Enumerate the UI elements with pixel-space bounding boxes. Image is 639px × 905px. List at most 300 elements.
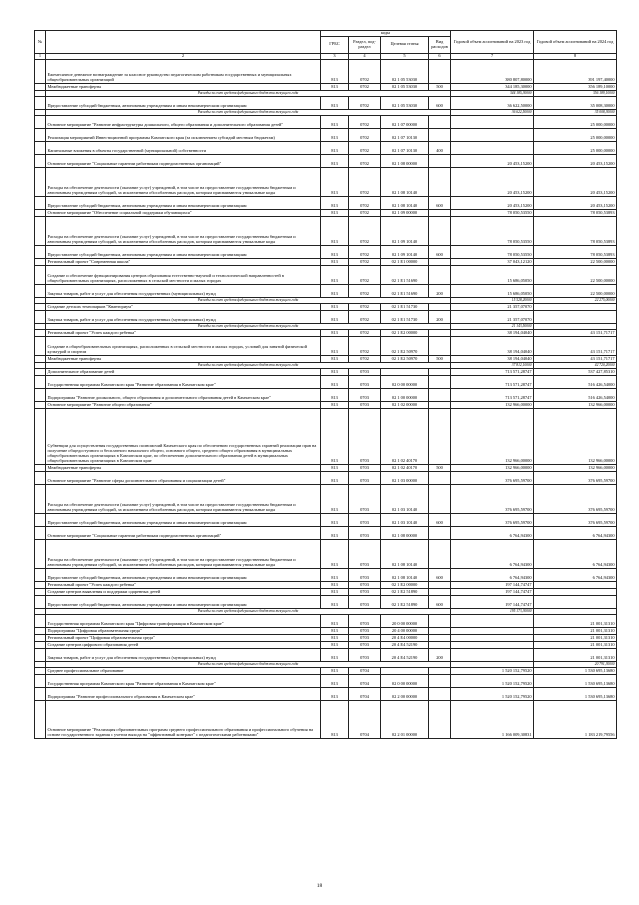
vid-code: 500 xyxy=(429,83,451,90)
amount-2024: 21 001,31310 xyxy=(534,614,617,627)
amount-2024: 25 000,00000 xyxy=(534,128,617,141)
vid-code xyxy=(429,368,451,375)
target-code: 02 1 E1 51730 xyxy=(381,310,429,323)
num-cell xyxy=(35,115,46,128)
vid-code xyxy=(429,614,451,627)
target-code: 02 1 E1 51690 xyxy=(381,284,429,297)
amount-2023: 380 807,80000 xyxy=(451,59,534,83)
grbs-code: 813 xyxy=(321,614,349,627)
item-name: Предоставление субсидий бюджетным, автономным учреждениям и иным некоммерческим организациям xyxy=(46,245,321,258)
grbs-code: 813 xyxy=(321,258,349,265)
razdel-code: 0702 xyxy=(349,96,381,109)
table-row xyxy=(35,401,617,408)
razdel-code: 0702 xyxy=(349,128,381,141)
amount-2023: 376 695,59700 xyxy=(451,513,534,526)
num-cell xyxy=(35,368,46,375)
num-cell xyxy=(35,627,46,634)
item-name: Предоставление субсидий бюджетным, автономным учреждениям и иным некоммерческим организациям xyxy=(46,595,321,608)
target-code: 02 1 09 00000 xyxy=(381,209,429,216)
num-cell xyxy=(35,96,46,109)
target-code: 02 0 00 00000 xyxy=(381,375,429,388)
amount-2024: 376 695,59700 xyxy=(534,471,617,484)
subtotal-2023: 37 812,10000 xyxy=(451,362,534,368)
razdel-code: 0702 xyxy=(349,209,381,216)
razdel-code: 0702 xyxy=(349,216,381,245)
amount-2024: 1 183 219,79556 xyxy=(534,700,617,738)
vid-code xyxy=(429,115,451,128)
num-cell xyxy=(35,265,46,284)
table-row xyxy=(35,96,617,109)
target-code: 02 1 09 10140 xyxy=(381,245,429,258)
amount-2024: 78 050,53893 xyxy=(534,209,617,216)
vid-code xyxy=(429,154,451,167)
item-name: Закупка товаров, работ и услуг для обеспечения государственных (муниципальных) нужд xyxy=(46,648,321,661)
target-code xyxy=(381,667,429,674)
razdel-code: 0702 xyxy=(349,329,381,336)
item-name: Субвенции для осуществления государственных полномочий Камчатского края по обеспечению государственных гарантий реализации прав на получение общедоступного и бесплатного начального общего, основного общего, среднего общего образования в муниципальных общеобразовательных организациях в Камчатском крае, по обеспечению дополнительного образования детей в муниципальных общеобразовательных организациях в Камчатском крае xyxy=(46,408,321,464)
item-name: Региональный проект "Успех каждого ребенка" xyxy=(46,581,321,588)
table-row xyxy=(35,388,617,401)
vid-code xyxy=(429,265,451,284)
table-row xyxy=(35,674,617,687)
header-name xyxy=(46,31,321,54)
table-row xyxy=(35,265,617,284)
target-code: 02 1 E2 50970 xyxy=(381,336,429,355)
target-code: 02 1 E2 50970 xyxy=(381,355,429,362)
item-name: Создание в общеобразовательных организациях, расположенных в сельской местности и малых городах, условий для занятий физической культурой и спортом xyxy=(46,336,321,355)
vid-code xyxy=(429,303,451,310)
razdel-code: 0703 xyxy=(349,401,381,408)
target-code: 20 4 E4 00000 xyxy=(381,634,429,641)
subtotal-2024: 42 720,20000 xyxy=(534,362,617,368)
amount-2023: 21 357,07070 xyxy=(451,303,534,310)
target-code: 02 1 09 10140 xyxy=(381,216,429,245)
vid-code xyxy=(429,634,451,641)
item-name: Подпрограмма "Развитие профессионального образования в Камчатском крае" xyxy=(46,687,321,700)
item-name: Создание и обеспечение функционирования центров образования естественно-научной и технологической направленностей в общеобразовательных организациях, расположенных в сельской местности и малых городах xyxy=(46,265,321,284)
grbs-code: 813 xyxy=(321,59,349,83)
num-cell xyxy=(35,641,46,648)
item-name: Основное мероприятие "Социальные гарантии работникам подведомственных организаций" xyxy=(46,526,321,539)
amount-2024: 78 050,53893 xyxy=(534,245,617,258)
razdel-code: 0702 xyxy=(349,265,381,284)
amount-2023 xyxy=(451,641,534,648)
grbs-code: 813 xyxy=(321,284,349,297)
amount-2024: 6 764,94300 xyxy=(534,526,617,539)
table-row xyxy=(35,595,617,608)
item-name: Дополнительное образование детей xyxy=(46,368,321,375)
table-row xyxy=(35,154,617,167)
num-cell xyxy=(35,687,46,700)
num-cell xyxy=(35,167,46,196)
amount-2024 xyxy=(534,303,617,310)
item-name: Закупка товаров, работ и услуг для обеспечения государственных (муниципальных) нужд xyxy=(46,310,321,323)
table-row xyxy=(35,667,617,674)
razdel-code: 0702 xyxy=(349,336,381,355)
razdel-code: 0704 xyxy=(349,667,381,674)
amount-2024: 376 695,59700 xyxy=(534,513,617,526)
target-code: 02 1 08 10140 xyxy=(381,568,429,581)
grbs-code: 813 xyxy=(321,471,349,484)
item-name: Основное мероприятие "Развитие сферы дополнительного образования и социализации детей" xyxy=(46,471,321,484)
grbs-code: 813 xyxy=(321,484,349,513)
amount-2023: 132 966,00000 xyxy=(451,401,534,408)
grbs-code: 813 xyxy=(321,355,349,362)
table-row xyxy=(35,484,617,513)
item-name: Закупка товаров, работ и услуг для обеспечения государственных (муниципальных) нужд xyxy=(46,284,321,297)
grbs-code: 813 xyxy=(321,245,349,258)
grbs-code: 813 xyxy=(321,464,349,471)
amount-2024: 1 530 695,13680 xyxy=(534,674,617,687)
item-name: Региональный проект "Успех каждого ребенка" xyxy=(46,329,321,336)
grbs-code: 813 xyxy=(321,167,349,196)
amount-2024: 1 530 695,13680 xyxy=(534,667,617,674)
table-row xyxy=(35,284,617,297)
vid-code xyxy=(429,471,451,484)
item-name: Региональный проект "Современная школа" xyxy=(46,258,321,265)
num-cell xyxy=(35,388,46,401)
item-name: Межбюджетные трансферты xyxy=(46,355,321,362)
grbs-code: 813 xyxy=(321,667,349,674)
razdel-code: 0703 xyxy=(349,484,381,513)
grbs-code: 813 xyxy=(321,581,349,588)
amount-2023: 1 520 152,79520 xyxy=(451,687,534,700)
num-cell xyxy=(35,141,46,154)
razdel-code: 0702 xyxy=(349,303,381,310)
grbs-code: 813 xyxy=(321,401,349,408)
razdel-code: 0702 xyxy=(349,355,381,362)
amount-2023 xyxy=(451,141,534,154)
amount-2023: 1 520 152,79520 xyxy=(451,674,534,687)
target-code: 02 1 E1 51690 xyxy=(381,265,429,284)
razdel-code: 0703 xyxy=(349,581,381,588)
vid-code xyxy=(429,329,451,336)
amount-2023: 6 764,94300 xyxy=(451,526,534,539)
item-name: Основное мероприятие "Развитие инфраструктуры дошкольного, общего образования и дополнительного образования детей" xyxy=(46,115,321,128)
num-cell xyxy=(35,588,46,595)
subtotal-2023: 36 622,50000 xyxy=(451,109,534,115)
header-num: № xyxy=(35,31,46,54)
header-vid: Вид расходов xyxy=(429,36,451,53)
item-name: Межбюджетные трансферты xyxy=(46,83,321,90)
table-row xyxy=(35,303,617,310)
vid-code xyxy=(429,408,451,464)
grbs-code: 813 xyxy=(321,513,349,526)
target-code: 02 1 E1 00000 xyxy=(381,258,429,265)
grbs-code: 813 xyxy=(321,595,349,608)
item-name: Предоставление субсидий бюджетным, автономным учреждениям и иным некоммерческим организациям xyxy=(46,513,321,526)
razdel-code: 0703 xyxy=(349,368,381,375)
target-code: 02 1 E2 51890 xyxy=(381,595,429,608)
amount-2024: 43 151,71717 xyxy=(534,355,617,362)
target-code: 02 1 07 10130 xyxy=(381,141,429,154)
amount-2024 xyxy=(534,595,617,608)
colnum-1: 1 xyxy=(35,53,46,59)
item-name: Среднее профессиональное образование xyxy=(46,667,321,674)
razdel-code: 0703 xyxy=(349,375,381,388)
vid-code: 600 xyxy=(429,96,451,109)
razdel-code: 0703 xyxy=(349,627,381,634)
razdel-code: 0702 xyxy=(349,167,381,196)
vid-code xyxy=(429,539,451,568)
razdel-code: 0703 xyxy=(349,388,381,401)
item-name: Межбюджетные трансферты xyxy=(46,464,321,471)
amount-2024: 21 001,31310 xyxy=(534,648,617,661)
vid-code xyxy=(429,167,451,196)
num-cell xyxy=(35,355,46,362)
num-cell xyxy=(35,196,46,209)
razdel-code: 0703 xyxy=(349,595,381,608)
razdel-code: 0702 xyxy=(349,59,381,83)
subtotal-2024: 356 189,10000 xyxy=(534,90,617,96)
grbs-code: 813 xyxy=(321,154,349,167)
grbs-code: 813 xyxy=(321,141,349,154)
amount-2024: 20 453,15200 xyxy=(534,154,617,167)
grbs-code: 813 xyxy=(321,128,349,141)
amount-2023 xyxy=(451,627,534,634)
razdel-code: 0702 xyxy=(349,83,381,90)
amount-2024: 78 050,53893 xyxy=(534,216,617,245)
razdel-code: 0703 xyxy=(349,464,381,471)
target-code: 02 1 02 00000 xyxy=(381,401,429,408)
num-cell xyxy=(35,674,46,687)
num-cell xyxy=(35,648,46,661)
grbs-code: 813 xyxy=(321,209,349,216)
grbs-code: 813 xyxy=(321,627,349,634)
amount-2023: 197 144,74747 xyxy=(451,581,534,588)
num-cell xyxy=(35,59,46,83)
grbs-code: 813 xyxy=(321,687,349,700)
amount-2023: 6 764,94300 xyxy=(451,568,534,581)
vid-code xyxy=(429,700,451,738)
grbs-code: 813 xyxy=(321,674,349,687)
grbs-code: 813 xyxy=(321,375,349,388)
vid-code xyxy=(429,627,451,634)
amount-2023: 20 453,15200 xyxy=(451,154,534,167)
table-row xyxy=(35,209,617,216)
item-name: Создание центров цифрового образования детей xyxy=(46,641,321,648)
vid-code: 600 xyxy=(429,513,451,526)
target-code: 02 1 05 53030 xyxy=(381,96,429,109)
vid-code xyxy=(429,209,451,216)
vid-code: 600 xyxy=(429,568,451,581)
num-cell xyxy=(35,513,46,526)
target-code: 02 1 02 40170 xyxy=(381,408,429,464)
num-cell xyxy=(35,614,46,627)
num-cell xyxy=(35,284,46,297)
table-row xyxy=(35,641,617,648)
table-row xyxy=(35,115,617,128)
grbs-code: 813 xyxy=(321,329,349,336)
table-row xyxy=(35,355,617,362)
amount-2024: 132 966,00000 xyxy=(534,464,617,471)
target-code: 02 1 08 10140 xyxy=(381,167,429,196)
target-code: 20 0 00 00000 xyxy=(381,614,429,627)
table-row xyxy=(35,408,617,464)
razdel-code: 0702 xyxy=(349,196,381,209)
vid-code xyxy=(429,588,451,595)
amount-2024: 6 764,94300 xyxy=(534,539,617,568)
num-cell xyxy=(35,336,46,355)
table-row xyxy=(35,336,617,355)
table-row xyxy=(35,568,617,581)
target-code: 02 1 08 10140 xyxy=(381,539,429,568)
razdel-code: 0704 xyxy=(349,687,381,700)
target-code: 02 1 E2 51890 xyxy=(381,588,429,595)
amount-2023: 38 194,04040 xyxy=(451,329,534,336)
vid-code xyxy=(429,59,451,83)
target-code: 02 1 07 00000 xyxy=(381,115,429,128)
razdel-code: 0703 xyxy=(349,526,381,539)
item-name: Создание центров выявления и поддержки одаренных детей xyxy=(46,588,321,595)
razdel-code: 0703 xyxy=(349,471,381,484)
amount-2024: 1 530 695,13680 xyxy=(534,687,617,700)
vid-code xyxy=(429,581,451,588)
amount-2023: 6 764,94300 xyxy=(451,539,534,568)
vid-code: 500 xyxy=(429,355,451,362)
page-number: 18 xyxy=(316,883,323,889)
amount-2024: 391 197,40000 xyxy=(534,59,617,83)
item-name: Основное мероприятие "Реализация образовательных программ среднего профессионального образования и профессионального обучения на основе государственного задания с учетом выхода на "эффективный контракт" с педагогическими работниками" xyxy=(46,700,321,738)
num-cell xyxy=(35,310,46,323)
colnum-4: 4 xyxy=(349,53,381,59)
amount-2023: 132 966,00000 xyxy=(451,408,534,464)
amount-2024: 43 151,71717 xyxy=(534,336,617,355)
item-name: Расходы на обеспечение деятельности (оказание услуг) учреждений, в том числе на предоставление государственным бюджетным и автономным учреждениям субсидий, за исключением обособленных расходов, которым присваиваются уникальные коды xyxy=(46,484,321,513)
grbs-code: 813 xyxy=(321,568,349,581)
subtotal-2023: 344 185,30000 xyxy=(451,90,534,96)
razdel-code: 0703 xyxy=(349,513,381,526)
amount-2023: 38 194,04040 xyxy=(451,336,534,355)
razdel-code: 0703 xyxy=(349,539,381,568)
subtotal-label: Расходы за счет средств федерального бюджета текущего года xyxy=(46,661,451,667)
num-cell xyxy=(35,216,46,245)
amount-2024: 21 001,31310 xyxy=(534,627,617,634)
razdel-code: 0702 xyxy=(349,245,381,258)
vid-code: 400 xyxy=(429,141,451,154)
target-code: 02 1 03 10140 xyxy=(381,484,429,513)
amount-2024: 356 189,10000 xyxy=(534,83,617,90)
num-cell xyxy=(35,401,46,408)
num-cell xyxy=(35,154,46,167)
amount-2023: 78 050,53550 xyxy=(451,245,534,258)
vid-code xyxy=(429,667,451,674)
razdel-code: 0703 xyxy=(349,634,381,641)
table-row xyxy=(35,375,617,388)
table-body xyxy=(35,31,617,739)
subtotal-label: Расходы за счет средств федерального бюджета текущего года xyxy=(46,362,451,368)
grbs-code: 813 xyxy=(321,388,349,401)
grbs-code: 813 xyxy=(321,83,349,90)
num-cell xyxy=(35,568,46,581)
table-row xyxy=(35,141,617,154)
item-name: Подпрограмма "Развитие дошкольного, общего образования и дополнительного образования детей в Камчатском крае" xyxy=(46,388,321,401)
grbs-code: 813 xyxy=(321,216,349,245)
item-name: Основное мероприятие "Развитие общего образования" xyxy=(46,401,321,408)
vid-code xyxy=(429,258,451,265)
amount-2024: 132 966,00000 xyxy=(534,401,617,408)
vid-code xyxy=(429,484,451,513)
razdel-code: 0703 xyxy=(349,648,381,661)
num-cell xyxy=(35,581,46,588)
grbs-code: 813 xyxy=(321,115,349,128)
razdel-code: 0703 xyxy=(349,588,381,595)
grbs-code: 813 xyxy=(321,539,349,568)
amount-2023: 376 695,59700 xyxy=(451,471,534,484)
target-code: 02 1 E2 00000 xyxy=(381,581,429,588)
vid-code xyxy=(429,336,451,355)
target-code: 02 1 02 40170 xyxy=(381,464,429,471)
vid-code: 600 xyxy=(429,196,451,209)
num-cell xyxy=(35,634,46,641)
num-cell xyxy=(35,245,46,258)
amount-2023: 78 050,53550 xyxy=(451,216,534,245)
vid-code xyxy=(429,388,451,401)
amount-2024: 132 966,00000 xyxy=(534,408,617,464)
amount-2023: 78 050,53550 xyxy=(451,209,534,216)
table-row xyxy=(35,245,617,258)
amount-2023: 197 144,74747 xyxy=(451,595,534,608)
razdel-code: 0702 xyxy=(349,284,381,297)
table-row xyxy=(35,634,617,641)
table-row xyxy=(35,687,617,700)
item-name: Предоставление субсидий бюджетным, автономным учреждениям и иным некоммерческим организациям xyxy=(46,568,321,581)
amount-2024 xyxy=(534,581,617,588)
item-name: Государственная программа Камчатского края "Развитие образования в Камчатском крае" xyxy=(46,674,321,687)
grbs-code: 813 xyxy=(321,588,349,595)
vid-code xyxy=(429,526,451,539)
colnum-7: 7 xyxy=(451,53,534,59)
amount-2023: 1 166 009,30831 xyxy=(451,700,534,738)
amount-2023: 376 695,59700 xyxy=(451,484,534,513)
subtotal-label: Расходы за счет средств федерального бюджета текущего года xyxy=(46,608,451,614)
razdel-code: 0702 xyxy=(349,154,381,167)
amount-2023: 20 453,15200 xyxy=(451,167,534,196)
header-year-2023: Годовой объем ассигнований на 2023 год xyxy=(451,31,534,54)
header-codes-group: коды xyxy=(321,31,451,37)
amount-2023: 713 571,28747 xyxy=(451,375,534,388)
amount-2023 xyxy=(451,648,534,661)
num-cell xyxy=(35,408,46,464)
amount-2023: 344 185,30000 xyxy=(451,83,534,90)
table-row xyxy=(35,59,617,83)
razdel-code: 0702 xyxy=(349,115,381,128)
vid-code xyxy=(429,216,451,245)
amount-2024: 516 426,54000 xyxy=(534,375,617,388)
vid-code: 600 xyxy=(429,245,451,258)
amount-2024: 25 000,00000 xyxy=(534,115,617,128)
vid-code: 200 xyxy=(429,284,451,297)
grbs-code: 813 xyxy=(321,310,349,323)
target-code: 20 4 00 00000 xyxy=(381,627,429,634)
subtotal-2024: 35 008,30000 xyxy=(534,109,617,115)
target-code: 02 1 03 10140 xyxy=(381,513,429,526)
subtotal-2024: 22 275,00000 xyxy=(534,297,617,303)
table-row xyxy=(35,648,617,661)
subtotal-label: Расходы за счет средств федерального бюджета текущего года xyxy=(46,323,451,329)
grbs-code: 813 xyxy=(321,526,349,539)
header-year-2024: Годовой объем ассигнований на 2024 год xyxy=(534,31,617,54)
amount-2024: 22 500,00000 xyxy=(534,265,617,284)
amount-2023: 20 453,15200 xyxy=(451,196,534,209)
amount-2023: 1 520 152,79520 xyxy=(451,667,534,674)
subtotal-2023: 21 143,50000 xyxy=(451,323,534,329)
amount-2024: 25 000,00000 xyxy=(534,141,617,154)
amount-2024: 22 500,00000 xyxy=(534,284,617,297)
vid-code: 600 xyxy=(429,595,451,608)
item-name: Основное мероприятие "Обеспечение социальной поддержки обучающихся" xyxy=(46,209,321,216)
grbs-code: 813 xyxy=(321,634,349,641)
